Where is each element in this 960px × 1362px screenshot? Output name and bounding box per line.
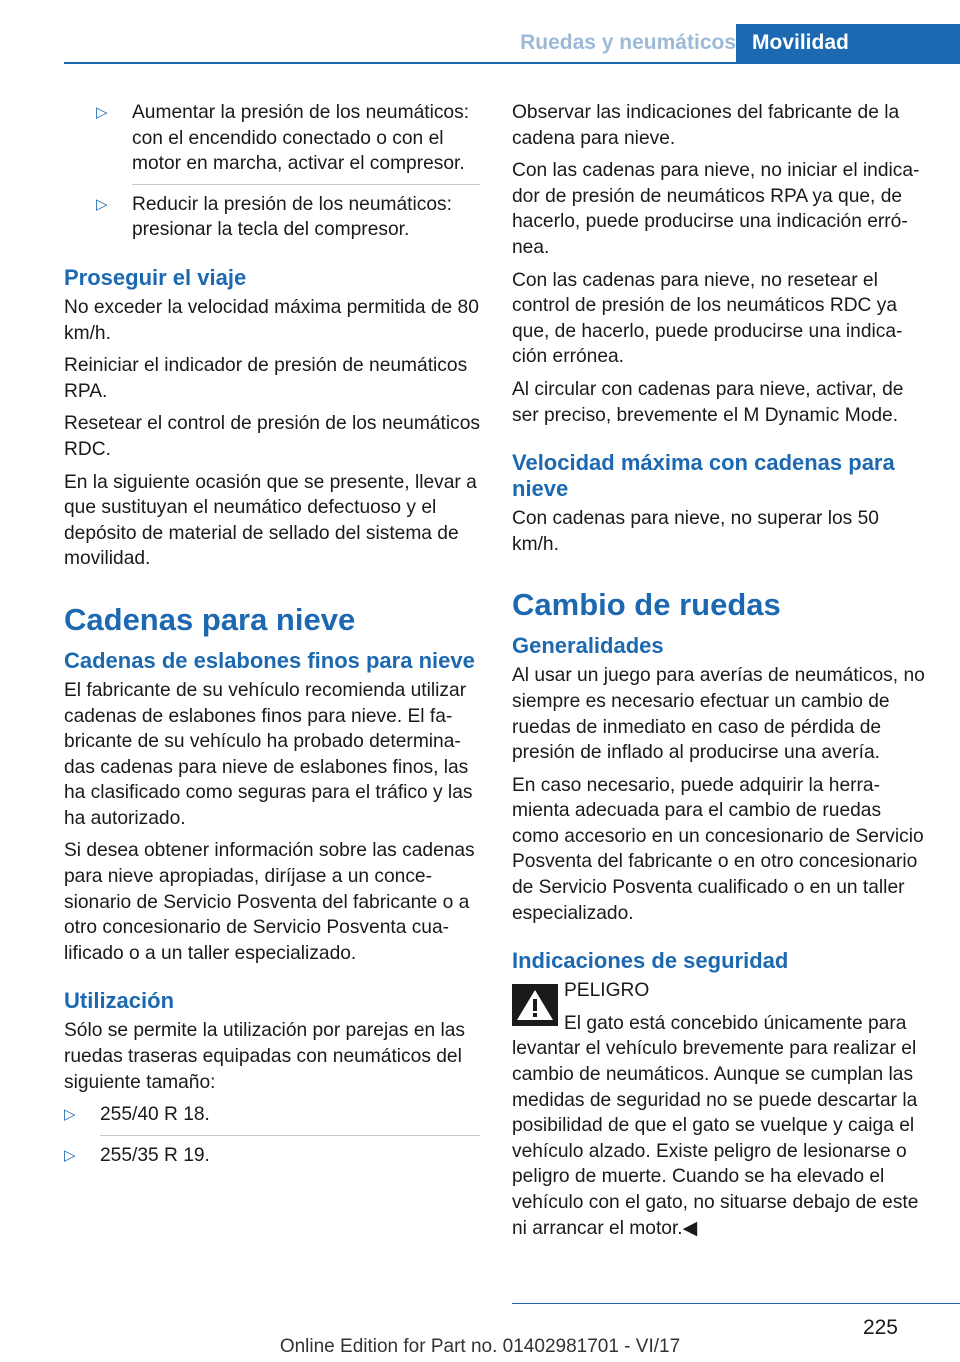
left-column [64,100,480,1175]
triangle-bullet-icon: ▷ [96,104,108,121]
chapter-tab: Movilidad [736,24,960,62]
paragraph: Sólo se permite la utilización por parejas en las ruedas traseras equipadas con neumáticos del siguiente tamaño: [64,1020,466,1093]
paragraph: Al usar un juego para averías de neumáticos, no siempre es necesario efectuar un cambio de ruedas de inmediato en caso de pérdida de presión de inflado al producirse una avería. [512,665,925,764]
list-item: ▷ Reducir la presión de los neumáticos: presionar la tecla del compresor. [64,192,480,243]
paragraph: Con las cadenas para nieve, no iniciar el indicador de presión de neumáticos RPA ya que, de hacerlo, puede producirse una indicación errónea. [512,160,920,258]
warning-box [512,978,928,1241]
header-rule [64,62,960,64]
page-header [0,24,960,62]
paragraph: En la siguiente ocasión que se presente, llevar a que sustituyan el neumático defectuoso y el depósito de material de sellado del sistema de movilidad. [64,471,477,570]
paragraph: El fabricante de su vehículo recomienda utilizar cadenas de eslabones finos para nieve. El fabricante de su vehículo ha probado determinadas cadenas para nieve de eslabones finos, las ha clasificado como seguras para el tráfico y las ha autorizado. [64,679,473,829]
heading-seguridad: Indicaciones de seguridad [512,948,789,974]
heading-velocidad: Velocidad máxima con cadenas para nieve [512,450,895,502]
heading-proseguir: Proseguir el viaje [64,264,247,290]
paragraph: Con las cadenas para nieve, no resetear el control de presión de los neumáticos RDC ya que, de hacerlo, puede producirse una indicación errónea. [512,269,903,368]
paragraph: En caso necesario, puede adquirir la herramienta adecuada para el cambio de ruedas como accesorio en un concesionario de Servicio Posventa del fabricante o en otro concesionario de Servicio Posventa cualificado o en un taller especializado. [512,774,924,924]
paragraph: Observar las indicaciones del fabricante de la cadena para nieve. [512,102,900,149]
paragraph: Con cadenas para nieve, no superar los 50 km/h. [512,508,879,555]
list-item: ▷ Aumentar la presión de los neumáticos: con el encendido conectado o con el motor en marcha, activar el compresor. [64,100,480,177]
paragraph: Reiniciar el indicador de presión de neumáticos RPA. [64,355,468,402]
paragraph: No exceder la velocidad máxima permitida de 80 km/h. [64,296,479,344]
heading-eslabones: Cadenas de eslabones finos para nieve [64,647,475,673]
divider [100,1135,480,1136]
warning-triangle-icon [512,984,558,1026]
triangle-bullet-icon: ▷ [64,1106,76,1124]
right-column [512,100,928,1241]
section-title: Ruedas y neumáticos [520,31,736,54]
heading-cambio: Cambio de ruedas [512,587,781,623]
page-number: 225 [862,1316,898,1339]
heading-generalidades: Generalidades [512,633,664,659]
heading-utilizacion: Utilización [64,988,175,1014]
triangle-bullet-icon: ▷ [96,195,108,213]
triangle-bullet-icon: ▷ [64,1146,76,1164]
paragraph: Al circular con cadenas para nieve, activar, de ser preciso, brevemente el M Dynamic Mode. [512,378,904,426]
heading-cadenas: Cadenas para nieve [64,601,356,637]
warning-text: El gato está concebido únicamente para levantar el vehículo brevemente para realizar el cambio de neumáticos. Aunque se cumplan las medidas de seguridad no se puede descartar la posibilidad de que el gato se vuelque y caiga el vehículo alzado. Existe peligro de lesionarse o peligro de muerte. Cuando se ha elevado el vehículo con el gato, no situarse debajo de este ni arrancar el motor.◀ [512,1012,919,1239]
list-item: ▷ 255/40 R 18. [64,1102,480,1128]
warning-label: PELIGRO [564,980,650,1002]
paragraph: Resetear el control de presión de los neumáticos RDC. [64,413,480,460]
divider [132,184,480,185]
paragraph: Si desea obtener información sobre las cadenas para nieve apropiadas, diríjase a un concesionario de Servicio Posventa del fabricante o a otro concesionario de Servicio Posventa cualificado o a un taller especializado. [64,840,475,964]
footer-rule [512,1303,960,1304]
list-item: ▷ 255/35 R 19. [64,1143,480,1169]
footer-edition: Online Edition for Part no. 01402981701 - VI/17 [279,1336,681,1357]
